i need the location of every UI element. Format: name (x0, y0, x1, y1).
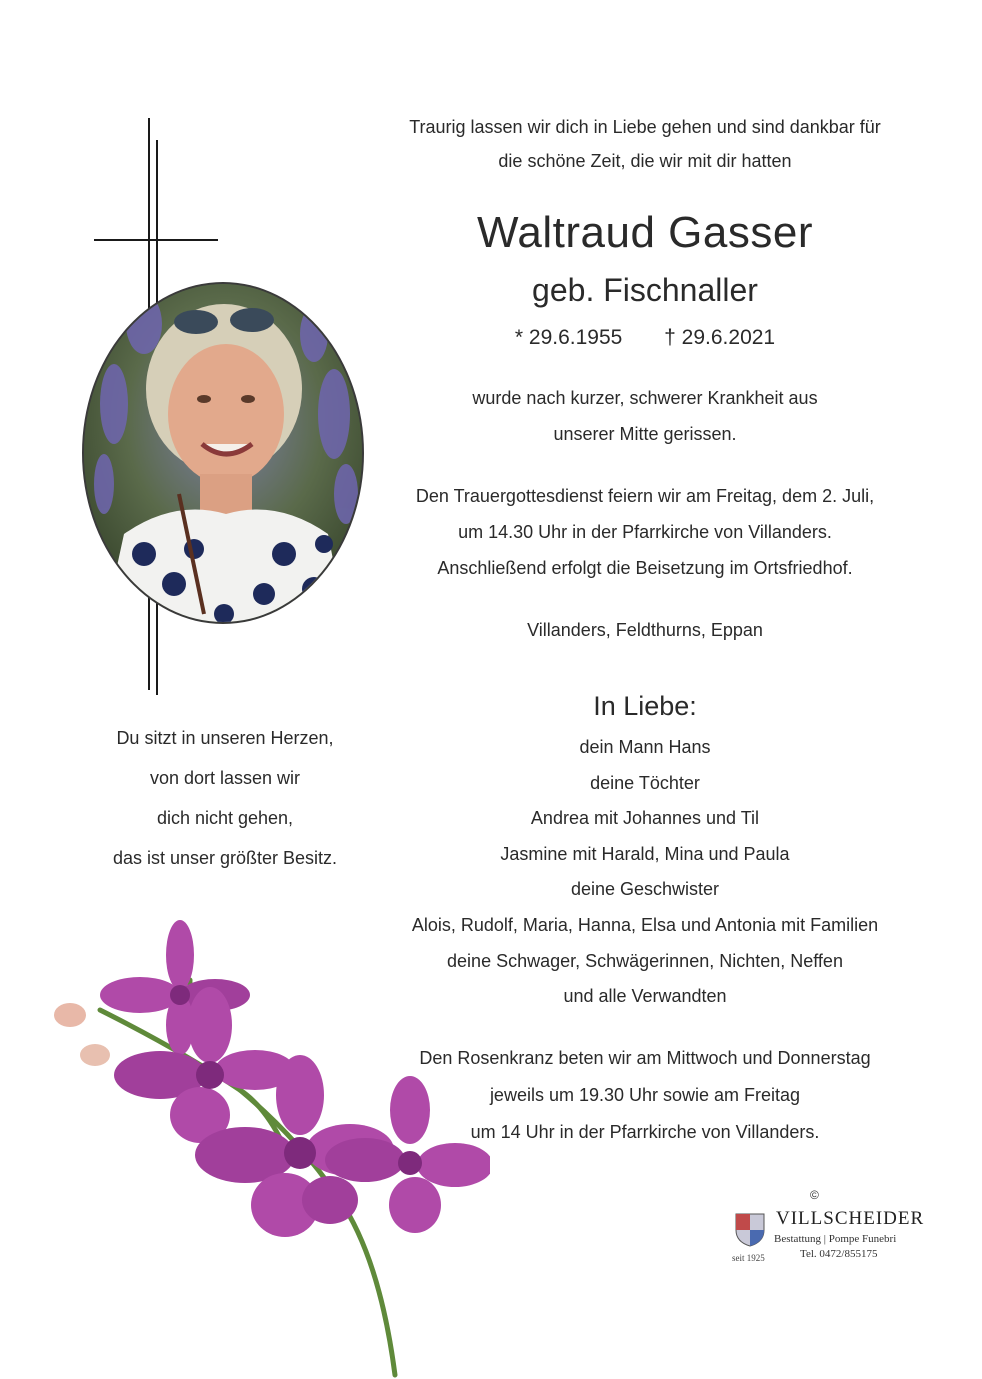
life-dates (380, 322, 910, 354)
orchid-illustration (40, 920, 490, 1379)
portrait-illustration (84, 284, 364, 624)
poem-line: von dort lassen wir (149, 768, 301, 788)
mourner-line: und alle Verwandten (563, 986, 727, 1007)
mourner-line: Jasmine mit Harald, Mina und Paula (500, 843, 790, 864)
copyright-mark: © (810, 1188, 819, 1202)
rosary-line: jeweils um 19.30 Uhr sowie am Freitag (489, 1085, 801, 1105)
birth-date: * 29.6.1955 (514, 326, 623, 349)
service-line: Den Trauergottesdienst feiern wir am Freitag, dem 2. Juli, (415, 486, 875, 506)
mourner-line: deine Geschwister (570, 879, 720, 900)
coat-of-arms-icon (734, 1212, 766, 1248)
cross-horizontal-line (94, 239, 218, 241)
mourner-line: deine Töchter (590, 772, 700, 793)
funeral-home-subtitle: Bestattung | Pompe Funebri (774, 1233, 897, 1245)
poem-line: Du sitzt in unseren Herzen, (116, 728, 334, 748)
maiden-name: geb. Fischnaller (532, 272, 758, 308)
funeral-home-name: VILLSCHEIDER (776, 1208, 925, 1229)
service-line: Anschließend erfolgt die Beisetzung im Ortsfriedhof. (437, 558, 853, 578)
intro-line: Traurig lassen wir dich in Liebe gehen und sind dankbar für (409, 117, 881, 137)
service-text (380, 478, 910, 586)
funeral-home-phone: Tel. 0472/855175 (800, 1248, 878, 1260)
poem-line: dich nicht gehen, (156, 808, 294, 828)
passing-line: wurde nach kurzer, schwerer Krankheit aus (472, 388, 818, 408)
passing-line: unserer Mitte gerissen. (553, 424, 737, 444)
rosary-line: Den Rosenkranz beten wir am Mittwoch und Donnerstag (419, 1048, 871, 1068)
funeral-home-since: seit 1925 (732, 1253, 765, 1263)
funeral-home-logo (728, 1188, 928, 1270)
passing-text (380, 380, 910, 452)
rosary-line: um 14 Uhr in der Pfarrkirche von Villanders. (470, 1122, 820, 1142)
intro-line: die schöne Zeit, die wir mit dir hatten (498, 151, 792, 171)
mourner-line: Alois, Rudolf, Maria, Hanna, Elsa und Antonia mit Familien (411, 914, 879, 935)
death-date: † 29.6.2021 (664, 326, 776, 349)
intro-text (380, 110, 910, 178)
poem-line: das ist unser größter Besitz. (112, 848, 338, 868)
poem-text (90, 718, 360, 878)
service-line: um 14.30 Uhr in der Pfarrkirche von Villanders. (458, 522, 832, 542)
in-love-heading: In Liebe: (593, 691, 697, 721)
mourner-line: deine Schwager, Schwägerinnen, Nichten, Neffen (447, 950, 843, 971)
mourner-line: dein Mann Hans (579, 737, 711, 757)
mourner-line: Andrea mit Johannes und Til (530, 808, 760, 829)
deceased-name: Waltraud Gasser (477, 208, 813, 257)
portrait-photo (82, 282, 364, 624)
places-text: Villanders, Feldthurns, Eppan (527, 620, 763, 640)
